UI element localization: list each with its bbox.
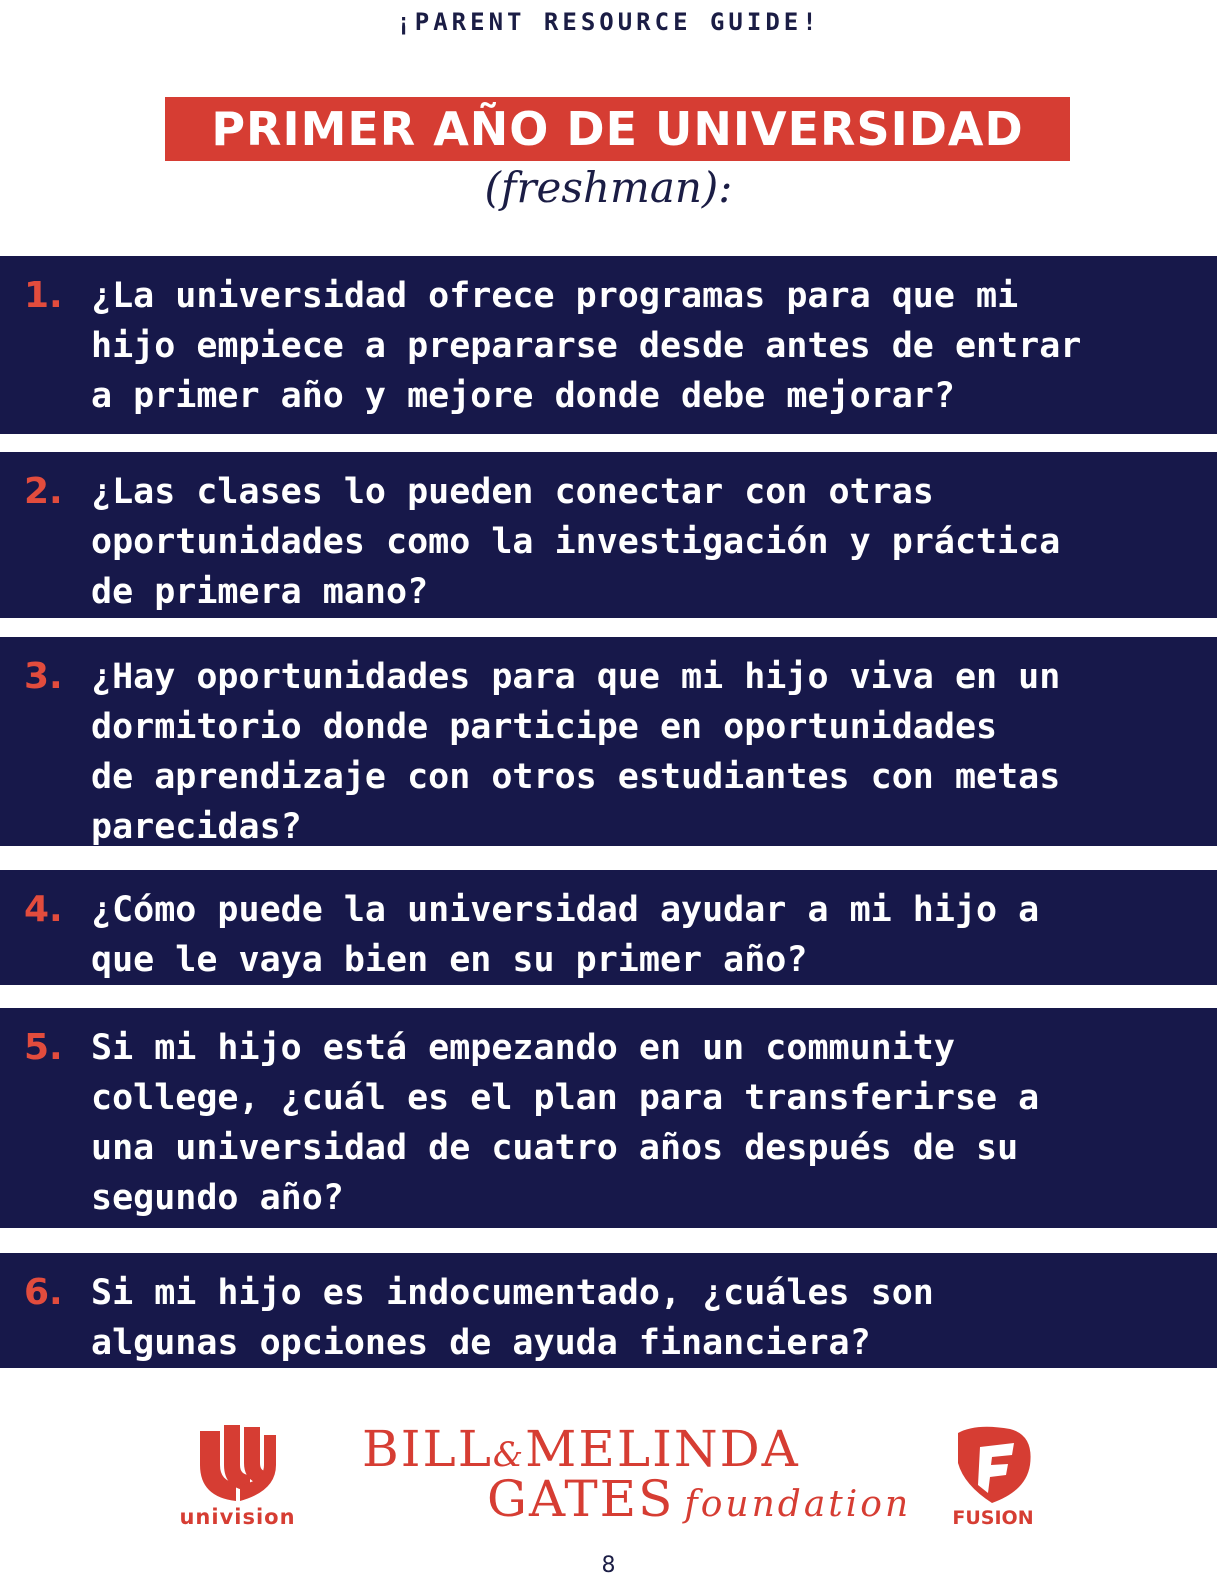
- fusion-wordmark: FUSION: [952, 1507, 1034, 1529]
- question-text: ¿Las clases lo pueden conectar con otras oportunidades como la investigación y práctica de primera mano?: [91, 472, 1061, 612]
- univision-wordmark: univision: [179, 1505, 296, 1529]
- univision-icon: [198, 1425, 278, 1503]
- question-text: Si mi hijo es indocumentado, ¿cuáles son algunas opciones de ayuda financiera?: [91, 1273, 934, 1363]
- question-item-2: [0, 452, 1217, 618]
- page-subtitle: (freshman):: [484, 163, 733, 212]
- page-number: 8: [601, 1553, 616, 1578]
- question-text: ¿Cómo puede la universidad ayudar a mi hijo a que le vaya bien en su primer año?: [91, 890, 1040, 980]
- gates-foundation-logo: [362, 1420, 912, 1530]
- question-number: 1.: [24, 275, 63, 316]
- fusion-logo: [948, 1425, 1038, 1535]
- question-number: 6.: [24, 1272, 63, 1313]
- gates-logo-line2: [487, 1470, 911, 1528]
- resource-guide-eyebrow: ¡PARENT RESOURCE GUIDE!: [396, 8, 821, 36]
- question-text: ¿Hay oportunidades para que mi hijo viva en un dormitorio donde participe en oportunidades de aprendizaje con otros estudiantes con metas parecidas?: [91, 657, 1061, 847]
- page-title-banner: [165, 97, 1070, 161]
- page-title: PRIMER AÑO DE UNIVERSIDAD: [211, 102, 1024, 156]
- question-text: ¿La universidad ofrece programas para que mi hijo empiece a prepararse desde antes de entrar a primer año y mejore donde debe mejorar?: [91, 276, 1082, 416]
- question-number: 2.: [24, 471, 63, 512]
- question-number: 3.: [24, 656, 63, 697]
- fusion-icon: [948, 1425, 1038, 1505]
- question-item-5: [0, 1008, 1217, 1228]
- gates-ampersand: &: [492, 1435, 526, 1475]
- question-item-1: [0, 256, 1217, 434]
- question-item-6: [0, 1253, 1217, 1368]
- gates-bill: BILL: [362, 1420, 493, 1478]
- gates-melinda: MELINDA: [525, 1420, 800, 1478]
- gates-gates: GATES: [487, 1470, 675, 1528]
- question-number: 5.: [24, 1027, 63, 1068]
- question-item-4: [0, 870, 1217, 985]
- question-item-3: [0, 637, 1217, 846]
- question-number: 4.: [24, 889, 63, 930]
- question-text: Si mi hijo está empezando en un community college, ¿cuál es el plan para transferirse a una universidad de cuatro años después de su segundo año?: [91, 1028, 1040, 1218]
- univision-logo: [170, 1425, 305, 1535]
- gates-foundation-word: foundation: [684, 1484, 912, 1525]
